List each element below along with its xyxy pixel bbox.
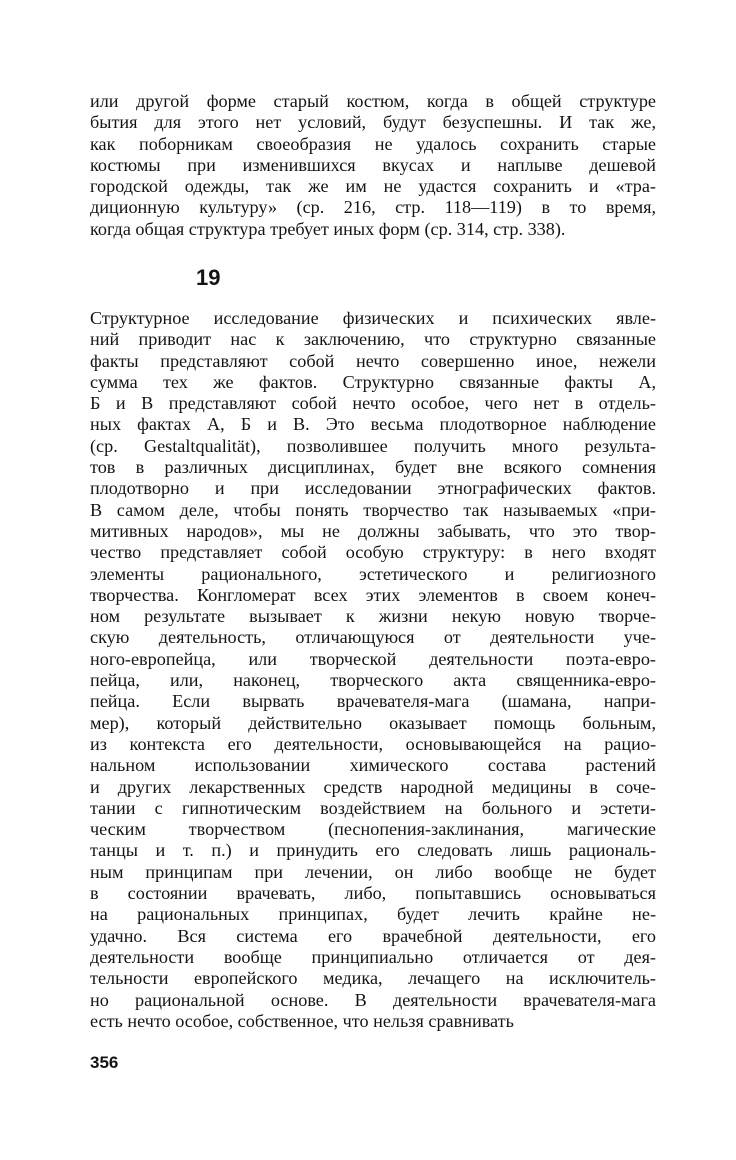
main-paragraph <box>90 308 656 1032</box>
text-line: творчества. Конгломерат всех этих элементов в своем конеч- <box>90 584 656 605</box>
text-line: как поборникам своеобразия не удалось сохранить старые <box>90 133 656 154</box>
text-line: тельности европейского медика, лечащего на исключитель- <box>90 968 656 989</box>
text-line: пейца, или, наконец, творческого акта священника-евро- <box>90 670 656 691</box>
text-line: диционную культуру» (ср. 216, стр. 118—119) в то время, <box>90 197 656 218</box>
text-line: ном результате вызывает к жизни некую новую творче- <box>90 606 656 627</box>
text-line: ческим творчеством (песнопения-заклинания, магические <box>90 819 656 840</box>
text-line: танцы и т. п.) и принудить его следовать лишь рациональ- <box>90 840 656 861</box>
text-line: ным принципам при лечении, он либо вообще не будет <box>90 861 656 882</box>
text-line: сумма тех же фактов. Структурно связанные факты А, <box>90 371 656 392</box>
section-number: 19 <box>196 265 221 290</box>
text-line: тании с гипнотическим воздействием на больного и эстети- <box>90 797 656 818</box>
text-line: (ср. Gestaltqualität), позволившее получить много результа- <box>90 435 656 456</box>
text-line: нальном использовании химического состава растений <box>90 755 656 776</box>
text-line: городской одежды, так же им не удастся сохранить и «тра- <box>90 176 656 197</box>
text-line: ных фактах А, Б и В. Это весьма плодотворное наблюдение <box>90 414 656 435</box>
text-line: в состоянии врачевать, либо, попытавшись основываться <box>90 883 656 904</box>
text-line: В самом деле, чтобы понять творчество так называемых «при- <box>90 499 656 520</box>
text-line: ного-европейца, или творческой деятельности поэта-евро- <box>90 648 656 669</box>
top-paragraph <box>90 91 656 240</box>
text-line: митивных народов», мы не должны забывать, что это твор- <box>90 520 656 541</box>
text-line: удачно. Вся система его врачебной деятельности, его <box>90 925 656 946</box>
text-line: мер), который действительно оказывает помощь больным, <box>90 712 656 733</box>
text-line: Структурное исследование физических и психических явле- <box>90 308 656 328</box>
text-line: из контекста его деятельности, основывающейся на рацио- <box>90 733 656 754</box>
text-line: факты представляют собой нечто совершенно иное, нежели <box>90 350 656 371</box>
text-line: ний приводит нас к заключению, что структурно связанные <box>90 329 656 350</box>
text-line: бытия для этого нет условий, будут безуспешны. И так же, <box>90 112 656 133</box>
text-line: плодотворно и при исследовании этнографических фактов. <box>90 478 656 499</box>
text-line: тов в различных дисциплинах, будет вне всякого сомнения <box>90 457 656 478</box>
text-line: есть нечто особое, собственное, что нельзя сравнивать <box>90 1010 514 1031</box>
text-line: на рациональных принципах, будет лечить крайне не- <box>90 904 656 925</box>
text-line: чество представляет собой особую структуру: в него входят <box>90 542 656 563</box>
text-line: пейца. Если вырвать врачевателя-мага (шамана, напри- <box>90 691 656 712</box>
text-line: когда общая структура требует иных форм (ср. 314, стр. 338). <box>90 218 566 239</box>
text-line: но рациональной основе. В деятельности врачевателя-мага <box>90 989 656 1010</box>
text-line: скую деятельность, отличающуюся от деятельности уче- <box>90 627 656 648</box>
text-line: элементы рационального, эстетического и религиозного <box>90 563 656 584</box>
text-line: Б и В представляют собой нечто особое, чего нет в отдель- <box>90 393 656 414</box>
text-line: костюмы при изменившихся вкусах и наплыве дешевой <box>90 154 656 175</box>
text-line: деятельности вообще принципиально отличается от дея- <box>90 946 656 967</box>
text-line: или другой форме старый костюм, когда в общей структуре <box>90 91 656 111</box>
page-number: 356 <box>90 1053 119 1072</box>
text-line: и других лекарственных средств народной медицины в соче- <box>90 776 656 797</box>
